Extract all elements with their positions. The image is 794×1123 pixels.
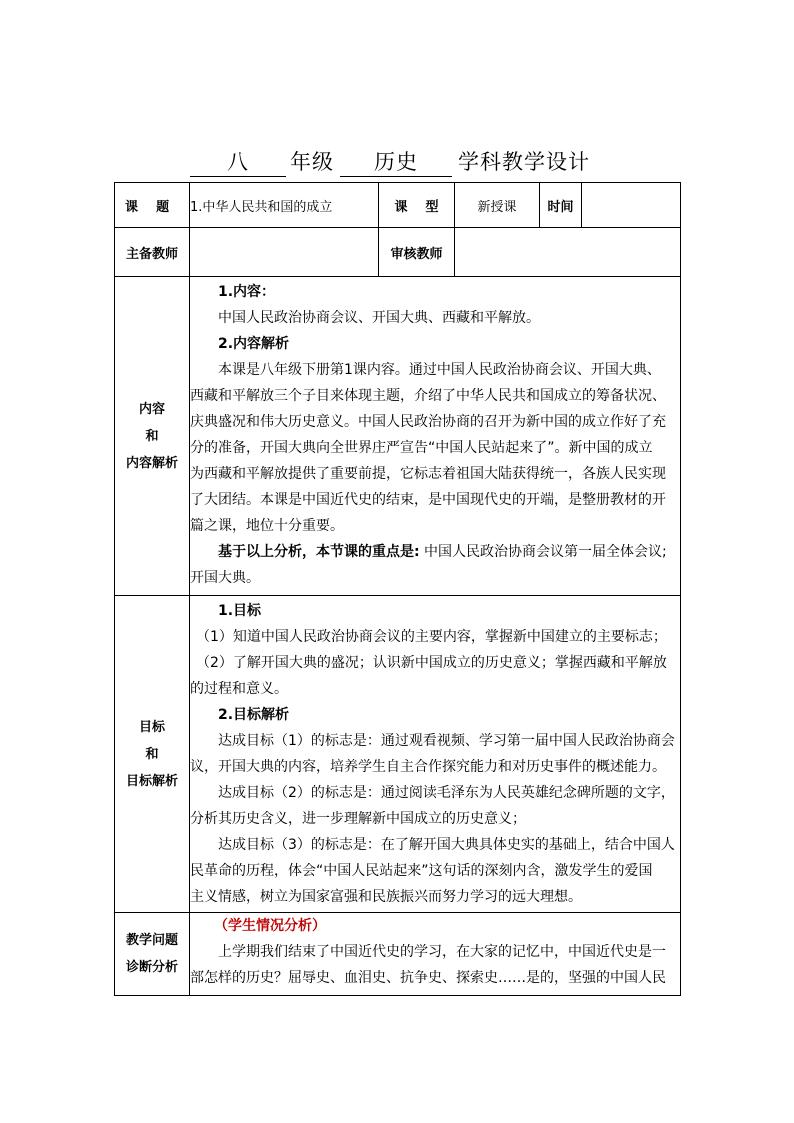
- analysis-line: 篇之课，地位十分重要。: [190, 518, 344, 534]
- goal-line: 的过程和意义。: [190, 681, 288, 697]
- analysis-line: 为西藏和平解放提供了重要前提，它标志着祖国大陆获得统一，各族人民实现: [190, 466, 666, 482]
- goals-heading-2: 2.目标解析: [218, 707, 290, 723]
- main-teacher-label: 主备教师: [115, 228, 190, 277]
- reviewer-label: 审核教师: [379, 228, 455, 277]
- goal-analysis-line: 达成目标（2）的标志是：通过阅读毛泽东为人民英雄纪念碑所题的文字，: [218, 785, 675, 801]
- goals-body: [190, 596, 681, 913]
- reviewer-value: [455, 228, 681, 277]
- diagnosis-side-label: 教学问题 诊断分析: [115, 913, 190, 996]
- key-point-prefix: 基于以上分析，本节课的重点是:: [218, 544, 420, 560]
- grade-suffix: 年级: [290, 150, 334, 174]
- diagnosis-body: [190, 913, 681, 996]
- key-point-text: 中国人民政治协商会议第一届全体会议;: [419, 544, 667, 560]
- type-label: 课 型: [379, 183, 455, 228]
- key-point-line: [190, 539, 680, 565]
- analysis-line: 分的准备，开国大典向全世界庄严宣告“中国人民站起来了”。新中国的成立: [190, 440, 653, 456]
- grade-value: 八: [190, 148, 286, 177]
- diagnosis-line: 上学期我们结束了中国近代史的学习，在大家的记忆中，中国近代史是一: [218, 944, 666, 960]
- goal-line: （2）了解开国大典的盛况；认识新中国成立的历史意义；掌握西藏和平解放: [196, 655, 667, 671]
- time-label: 时间: [540, 183, 582, 228]
- key-point-cont: 开国大典。: [190, 570, 260, 586]
- content-heading-1: 1.内容：: [218, 284, 276, 300]
- goal-analysis-line: 达成目标（3）的标志是：在了解开国大典具体史实的基础上，结合中国人: [218, 837, 675, 853]
- content-heading-2: 2.内容解析: [218, 336, 290, 352]
- title-suffix: 学科教学设计: [458, 150, 590, 174]
- goal-analysis-line: 分析其历史含义，进一步理解新中国成立的历史意义；: [190, 811, 526, 827]
- topic-label: 课 题: [125, 199, 170, 215]
- goals-section: [115, 596, 681, 913]
- analysis-line: 庆典盛况和伟大历史意义。中国人民政治协商的召开为新中国的成立作好了充: [190, 414, 666, 430]
- header-row: [115, 183, 681, 228]
- diagnosis-heading: （学生情况分析）: [214, 918, 326, 934]
- goal-analysis-line: 议，开国大典的内容，培养学生自主合作探究能力和对历史事件的概述能力。: [190, 759, 666, 775]
- diagnosis-line: 部怎样的历史？屈辱史、血泪史、抗争史、探索史……是的，坚强的中国人民: [190, 970, 666, 986]
- content-text: 中国人民政治协商会议、开国大典、西藏和平解放。: [218, 310, 540, 326]
- content-body: [190, 277, 681, 596]
- document-title: [0, 148, 794, 178]
- analysis-line: 了大团结。本课是中国近代史的结束，是中国现代史的开端，是整册教材的开: [190, 492, 666, 508]
- content-side-label: 内容 和 内容解析: [115, 277, 190, 596]
- analysis-line: 本课是八年级下册第1课内容。通过中国人民政治协商会议、开国大典、: [218, 362, 661, 378]
- lesson-type: 新授课: [455, 183, 540, 228]
- goal-analysis-line: 主义情感，树立为国家富强和民族振兴而努力学习的远大理想。: [190, 889, 582, 905]
- lesson-plan-table: [114, 182, 681, 996]
- teacher-row: [115, 228, 681, 277]
- goal-line: （1）知道中国人民政治协商会议的主要内容，掌握新中国建立的主要标志；: [196, 629, 667, 645]
- time-value: [582, 183, 681, 228]
- goals-heading-1: 1.目标: [218, 603, 262, 619]
- topic-label-cell: [115, 183, 190, 228]
- goal-analysis-line: 达成目标（1）的标志是：通过观看视频、学习第一届中国人民政治协商会: [218, 733, 675, 749]
- goals-side-label: 目标 和 目标解析: [115, 596, 190, 913]
- diagnosis-section: [115, 913, 681, 996]
- lesson-title: 1.中华人民共和国的成立: [190, 183, 379, 228]
- content-section: [115, 277, 681, 596]
- subject-value: 历史: [340, 148, 452, 177]
- goal-analysis-line: 民革命的历程，体会“中国人民站起来”这句话的深刻内含，激发学生的爱国: [190, 863, 653, 879]
- main-teacher-value: [190, 228, 379, 277]
- analysis-line: 西藏和平解放三个子目来体现主题，介绍了中华人民共和国成立的筹备状况、: [190, 388, 666, 404]
